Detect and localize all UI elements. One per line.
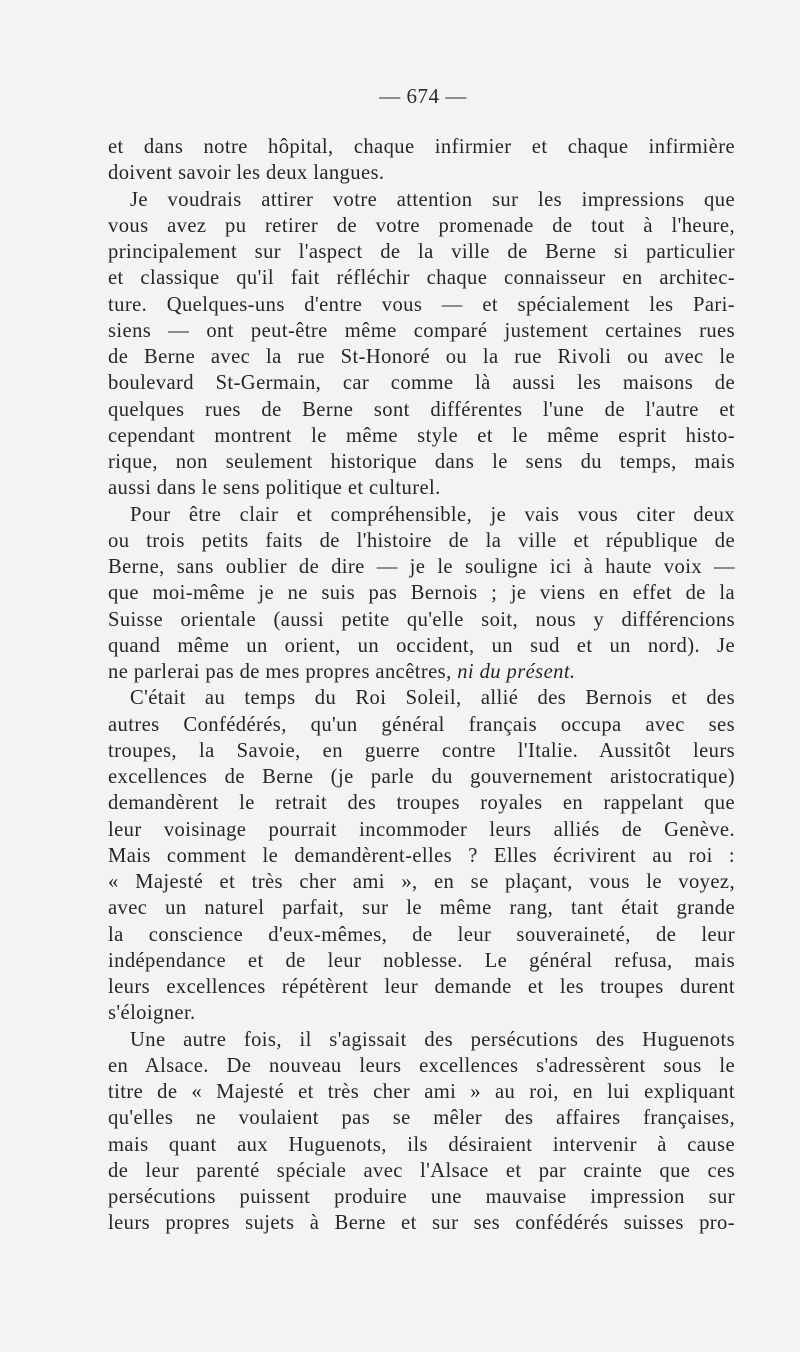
text-line: leurs excellences répétèrent leur demande et les troupes durent	[108, 976, 735, 998]
text-line: la conscience d'eux-mêmes, de leur souveraineté, de leur	[108, 923, 735, 946]
text-line: ture. Quelques-uns d'entre vous — et spécialement les Pari-	[108, 293, 735, 316]
paragraph-1	[108, 134, 735, 187]
italic-phrase: ni du présent.	[457, 661, 576, 683]
text-line: Suisse orientale (aussi petite qu'elle soit, nous y différencions	[108, 608, 735, 631]
text-line: Mais comment le demandèrent-elles ? Elles écrivirent au roi :	[108, 844, 735, 867]
page-number: — 674 —	[379, 84, 467, 108]
text-line: quelques rues de Berne sont différentes l'une de l'autre et	[108, 398, 735, 421]
text-line: qu'elles ne voulaient pas se mêler des affaires françaises,	[108, 1107, 735, 1130]
text-line: Berne, sans oublier de dire — je le souligne ici à haute voix —	[108, 556, 735, 578]
text-line: Pour être clair et compréhensible, je vais vous citer deux	[130, 503, 735, 526]
paragraph-4	[108, 685, 735, 1026]
text-line: que moi-même je ne suis pas Bernois ; je viens en effet de la	[108, 582, 735, 605]
text-line: Une autre fois, il s'agissait des persécutions des Huguenots	[130, 1028, 735, 1051]
text-line: cependant montrent le même style et le même esprit histo-	[108, 424, 735, 447]
text-line: ou trois petits faits de l'histoire de la ville et république de	[108, 529, 735, 552]
text-line: C'était au temps du Roi Soleil, allié des Bernois et des	[130, 687, 735, 710]
text-line: mais quant aux Huguenots, ils désiraient intervenir à cause	[108, 1133, 735, 1156]
text-line: indépendance et de leur noblesse. Le général refusa, mais	[108, 949, 735, 972]
text-line: boulevard St-Germain, car comme là aussi les maisons de	[108, 372, 735, 395]
text-line-start: ne parlerai pas de mes propres ancêtres,	[108, 661, 452, 683]
text-line: autres Confédérés, qu'un général français occupa avec ses	[108, 713, 735, 736]
text-line: et dans notre hôpital, chaque infirmier et chaque infirmière	[108, 136, 735, 158]
text-line: persécutions puissent produire une mauvaise impression sur	[108, 1186, 735, 1208]
text-line: de Berne avec la rue St-Honoré ou la rue Rivoli ou avec le	[108, 346, 735, 368]
paragraph-3	[108, 502, 735, 686]
text-line: en Alsace. De nouveau leurs excellences s'adressèrent sous le	[108, 1054, 735, 1077]
text-line: s'éloigner.	[108, 1002, 196, 1025]
text-line: de leur parenté spéciale avec l'Alsace et par crainte que ces	[108, 1159, 735, 1182]
text-line: quand même un orient, un occident, un sud et un nord). Je	[108, 634, 735, 657]
text-line: Je voudrais attirer votre attention sur les impressions que	[130, 188, 735, 211]
body-text	[108, 134, 735, 1237]
paragraph-2	[108, 187, 735, 502]
text-line: vous avez pu retirer de votre promenade de tout à l'heure,	[108, 214, 735, 237]
text-line: demandèrent le retrait des troupes royales en rappelant que	[108, 792, 735, 815]
text-line: principalement sur l'aspect de la ville de Berne si particulier	[108, 241, 735, 263]
text-line: « Majesté et très cher ami », en se plaçant, vous le voyez,	[108, 871, 735, 893]
text-line: leurs propres sujets à Berne et sur ses confédérés suisses pro-	[108, 1212, 735, 1235]
text-line: doivent savoir les deux langues.	[108, 162, 385, 185]
text-line: titre de « Majesté et très cher ami » au roi, en lui expliquant	[108, 1081, 735, 1103]
text-line	[108, 659, 735, 685]
paragraph-5	[108, 1027, 735, 1237]
text-line: et classique qu'il fait réfléchir chaque connaisseur en architec-	[108, 267, 735, 290]
text-line: siens — ont peut-être même comparé justement certaines rues	[108, 319, 735, 342]
text-line: avec un naturel parfait, sur le même rang, tant était grande	[108, 897, 735, 920]
text-line: excellences de Berne (je parle du gouvernement aristocratique)	[108, 766, 735, 788]
text-line: rique, non seulement historique dans le sens du temps, mais	[108, 451, 735, 473]
text-line: troupes, la Savoie, en guerre contre l'Italie. Aussitôt leurs	[108, 739, 735, 762]
text-line: aussi dans le sens politique et culturel.	[108, 477, 441, 500]
text-line: leur voisinage pourrait incommoder leurs alliés de Genève.	[108, 818, 735, 841]
